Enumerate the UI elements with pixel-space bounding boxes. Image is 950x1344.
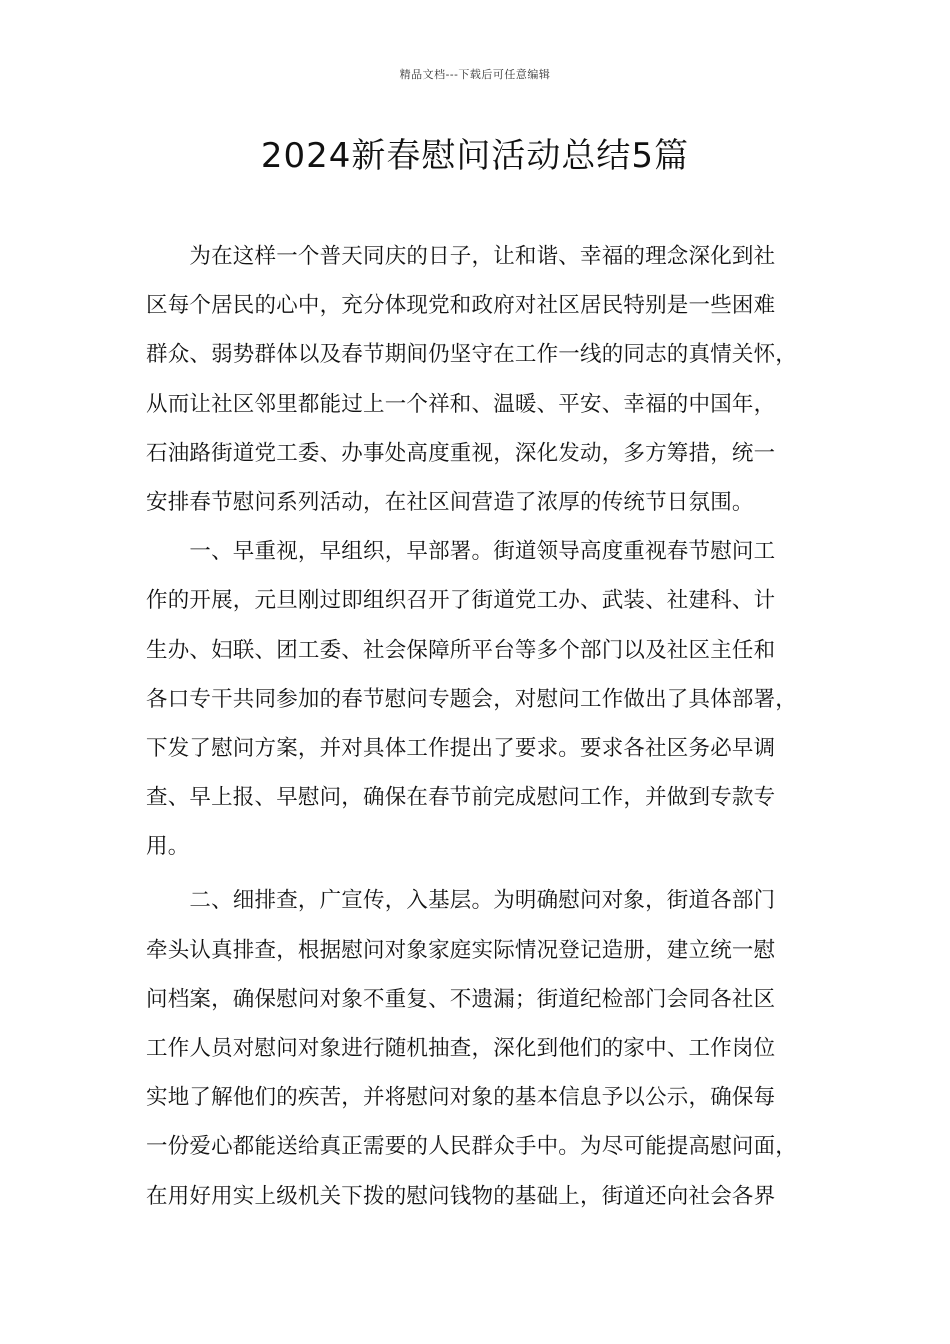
text-line: 用。 — [146, 834, 190, 860]
text-line: 一份爱心都能送给真正需要的人民群众手中。为尽可能提高慰问面， — [146, 1134, 798, 1160]
document-body — [146, 232, 826, 1221]
text-line: 查、早上报、早慰问，确保在春节前完成慰问工作，并做到专款专 — [146, 785, 776, 811]
header-note: 精品文档---下载后可任意编辑 — [399, 68, 551, 81]
text-line: 问档案，确保慰问对象不重复、不遗漏；街道纪检部门会同各社区 — [146, 986, 776, 1012]
paragraph — [146, 876, 826, 1220]
text-line: 从而让社区邻里都能过上一个祥和、温暖、平安、幸福的中国年， — [146, 391, 776, 417]
text-line: 石油路街道党工委、办事处高度重视，深化发动，多方筹措，统一 — [146, 440, 776, 466]
text-line: 群众、弱势群体以及春节期间仍坚守在工作一线的同志的真情关怀， — [146, 342, 798, 368]
text-line: 安排春节慰问系列活动，在社区间营造了浓厚的传统节日氛围。 — [146, 489, 754, 515]
paragraph — [146, 527, 826, 871]
text-line: 实地了解他们的疾苦，并将慰问对象的基本信息予以公示，确保每 — [146, 1085, 776, 1111]
text-line: 二、细排查，广宣传，入基层。为明确慰问对象，街道各部门 — [146, 888, 776, 914]
text-line: 为在这样一个普天同庆的日子，让和谐、幸福的理念深化到社 — [146, 244, 776, 269]
document-title: 2024新春慰问活动总结5篇 — [260, 136, 690, 176]
text-line: 工作人员对慰问对象进行随机抽查，深化到他们的家中、工作岗位 — [146, 1036, 776, 1061]
paragraph — [146, 232, 826, 527]
text-line: 生办、妇联、团工委、社会保障所平台等多个部门以及社区主任和 — [146, 637, 776, 663]
text-line: 在用好用实上级机关下拨的慰问钱物的基础上，街道还向社会各界 — [146, 1183, 776, 1209]
text-line: 作的开展，元旦刚过即组织召开了街道党工办、武装、社建科、计 — [146, 588, 776, 614]
text-line: 区每个居民的心中，充分体现党和政府对社区居民特别是一些困难 — [146, 293, 776, 319]
text-line: 一、早重视，早组织，早部署。街道领导高度重视春节慰问工 — [146, 539, 776, 565]
text-line: 各口专干共同参加的春节慰问专题会，对慰问工作做出了具体部署， — [146, 686, 798, 712]
text-line: 下发了慰问方案，并对具体工作提出了要求。要求各社区务必早调 — [146, 735, 776, 761]
text-line: 牵头认真排查，根据慰问对象家庭实际情况登记造册，建立统一慰 — [146, 937, 776, 963]
